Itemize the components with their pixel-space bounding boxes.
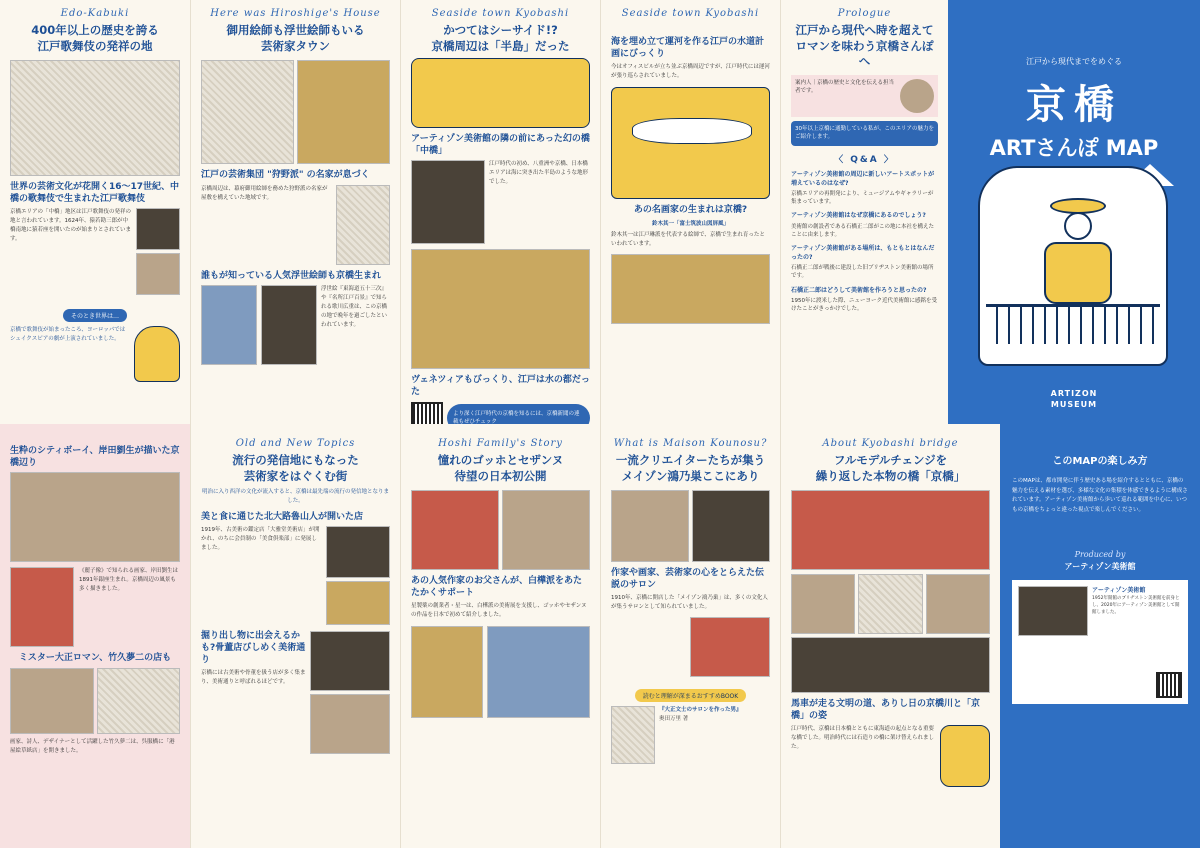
section-body: 江戸時代、京橋は日本橋とともに東海道の起点となる重要な橋でした。明治時代には石造りの橋に架け替えられました。 <box>791 726 935 750</box>
cover-panel <box>948 0 1200 424</box>
section-body-2: 浮世絵『東海道五十三次』や『名所江戸百景』で知られる歌川広重は、この京橋の地で晩年を過ごしたといわれています。 <box>321 286 388 328</box>
panel-main-title <box>201 23 390 54</box>
panel-script-title: Hoshi Family's Story <box>438 438 563 449</box>
bridge-photo-2 <box>858 574 922 634</box>
title-line-1: 御用絵師も浮世絵師もいる <box>226 23 365 37</box>
section-body: 京橋エリアの「中橋」地区は江戸歌舞伎の発祥の地と言われています。1624年、猿若勘三郎が中橋南地に猿若座を開いたのが始まりとされています。 <box>10 209 132 242</box>
title-line-2: 繰り返した本物の橋「京橋」 <box>815 468 966 483</box>
panel-seaside <box>400 0 600 424</box>
cover-illustration <box>978 166 1168 366</box>
kishida-painting <box>10 472 180 562</box>
cover-title-map: ARTさんぽ MAP <box>989 136 1159 160</box>
section-sub-2: 鈴木其一「富士筑波山図屏風」 <box>651 220 729 227</box>
section-heading: 江戸の芸術集団 "狩野派" の名家が息づく <box>201 170 370 181</box>
canal-map-illustration <box>611 87 770 199</box>
kabuki-photo-1 <box>136 208 180 250</box>
panel-main-title <box>411 453 590 484</box>
book-cover <box>611 706 655 764</box>
horse-carriage-illustration <box>940 725 990 787</box>
book-title: 『大正文士のサロンを作った男』 <box>659 707 742 713</box>
section-body: 1910年、京橋に開店した「メイゾン鴻乃巣」は、多くの文化人が集うサロンとして知られていました。 <box>611 595 768 611</box>
qa-question-2: アーティゾン美術館はなぜ京橋にあるのでしょう? <box>791 212 926 220</box>
section-heading-2: 掘り出し物に出会えるかも?骨董店びしめく美術通り <box>201 631 306 665</box>
panel-main-title <box>201 453 390 484</box>
section-body: 《麗子像》で知られる画家、岸田劉生は1891年銀座生まれ。京橋周辺の風景も多く描きました。 <box>79 568 179 592</box>
qa-heading: 〈 Q&A 〉 <box>834 155 895 166</box>
qr-code[interactable] <box>411 402 443 424</box>
book-pill: 読むと理解が深まるおすすめBOOK <box>635 689 746 702</box>
museum-logo-line-2: MUSEUM <box>1050 399 1098 409</box>
museum-logo-line-1: ARTIZON <box>1050 389 1098 399</box>
cover-title-kanji: 京橋 <box>1026 81 1122 128</box>
illustration-character-icon <box>134 326 180 382</box>
museum-info-name: アーティゾン美術館 <box>1092 586 1146 594</box>
panel-canals <box>600 0 780 424</box>
guide-profile: 案内人｜京橋の歴史と文化を伝える担当者です。 <box>795 79 895 95</box>
panel-hiroshige <box>190 0 400 424</box>
panel-main-title <box>791 23 938 70</box>
section-heading: 美と食に通じた北大路魯山人が開いた店 <box>201 511 364 522</box>
maison-building-photo <box>611 490 689 562</box>
bridge-photo-4 <box>791 637 990 693</box>
kano-drawing <box>336 185 390 265</box>
peninsula-shape <box>632 118 752 144</box>
guide-avatar <box>900 79 934 113</box>
panel-script-title: Seaside town Kyobashi <box>621 8 760 19</box>
section-heading: 生粋のシティボーイ、岸田劉生が描いた京橋辺り <box>10 446 180 468</box>
book-author: 奥田万里 著 <box>659 715 689 722</box>
title-line-2: 芸術家タウン <box>261 38 330 53</box>
hoshi-building-photo <box>502 490 590 570</box>
title-line-1: 一流クリエイターたちが集う <box>615 453 766 467</box>
section-body-2: 画家、詩人、デザイナーとして活躍した竹久夢二は、呉服橋に「港屋絵草紙店」を開きました。 <box>10 739 175 754</box>
panel-hoshi <box>400 424 600 848</box>
world-bubble-text: 京橋で歌舞伎が始まったころ、ヨーロッパではシェイクスピアの劇が上演されていました。 <box>10 327 126 343</box>
museum-info-box <box>1012 580 1188 704</box>
enjoy-heading: このMAPの楽しみ方 <box>1052 456 1148 467</box>
bridge-photo-1 <box>791 574 855 634</box>
qa-answer-2: 美術館の創設者である石橋正二郎がこの地に本社を構えたことに由来します。 <box>791 223 935 239</box>
qa-question-3: アーティゾン美術館がある場所は、もともとはなんだったの? <box>791 245 935 261</box>
yumeji-shop-photo <box>10 668 94 734</box>
title-line-1: かつてはシーサイド!? <box>443 23 558 37</box>
museum-qr-code[interactable] <box>1156 672 1182 698</box>
produced-by-script: Produced by <box>1074 549 1126 559</box>
section-heading-2: あの名画家の生まれは京橋? <box>633 204 748 215</box>
title-line-1: 江戸から現代へ時を超えて <box>795 23 934 37</box>
panel-how-to-enjoy <box>1000 424 1200 848</box>
section-body: 京橋周辺は、幕府御用絵師を務めた狩野派の名家が屋敷を構えていた地域です。 <box>201 185 328 201</box>
produced-by-name: アーティゾン美術館 <box>1064 561 1136 571</box>
kano-painting-1 <box>201 60 294 164</box>
section-body: 今はオフィスビルが立ち並ぶ京橋周辺ですが、江戸時代には運河が張り巡らされていました。 <box>611 64 770 80</box>
bridge-nishikie-print <box>791 490 990 570</box>
bridge-railing-icon <box>986 304 1160 344</box>
enjoy-body: このMAPは、都市開発に伴う歴史ある場を紹介するとともに、京橋の魅力を伝える素材を選び、多様な文化の集積を体感できるように構成されています。アーティゾン美術館から歩いて巡れる範囲を中心に、いつもの京橋をちょっと違った視点で楽しんでください。 <box>1012 478 1188 513</box>
panel-main-title <box>411 23 590 54</box>
section-heading: アーティゾン美術館の隣の前にあった幻の橋「中橋」 <box>411 134 590 156</box>
kabuki-scroll-image <box>10 60 180 176</box>
panel-script-title: What is Maison Kounosu? <box>613 438 768 449</box>
hoshi-pharma-poster <box>411 490 499 570</box>
cezanne-painting <box>487 626 590 718</box>
kano-painting-2 <box>297 60 390 164</box>
nakabashi-print <box>411 160 485 244</box>
maison-portrait-painting <box>690 617 770 677</box>
panel-script-title: Prologue <box>837 8 892 19</box>
antique-shop-photo-1 <box>310 631 390 691</box>
section-heading: 世界の芸術文化が花開く16～17世紀、中橋の歌舞伎で生まれた江戸歌舞伎 <box>10 182 180 204</box>
panel-script-title: Edo-Kabuki <box>60 8 130 19</box>
section-heading: 海を埋め立て運河を作る江戸の水道計画にびっくり <box>611 37 765 59</box>
panel-edo-kabuki <box>0 0 190 424</box>
figure-body-icon <box>1044 242 1112 304</box>
face-icon <box>1064 212 1092 240</box>
panel-script-title: Old and New Topics <box>235 438 356 449</box>
edo-map-image <box>411 249 590 369</box>
guide-intro: 30年以上京橋に通勤している私が、このエリアの魅力をご紹介します。 <box>791 121 938 147</box>
qa-answer-1: 京橋エリアの再開発により、ミュージアムやギャラリーが集まっています。 <box>791 190 934 206</box>
title-line-1: 400年以上の歴史を誇る <box>31 23 159 37</box>
yumeji-illustration <box>97 668 181 734</box>
bridge-photo-3 <box>926 574 990 634</box>
newspaper-bubble: より深く江戸時代の京橋を知るには、京橋新聞の連載もぜひチェック <box>447 404 590 424</box>
hiroshige-print-2 <box>261 285 317 365</box>
panel-prologue <box>780 0 948 424</box>
panel-old-new <box>190 424 400 848</box>
museum-building-photo <box>1018 586 1088 636</box>
section-heading-2: 誰もが知っている人気浮世絵師も京橋生まれ <box>201 270 382 281</box>
qa-answer-4: 1950年に渡米した際、ニューヨーク近代美術館に感銘を受けたことがきっかけでした。 <box>791 297 937 313</box>
panel-maison-kounosu <box>600 424 780 848</box>
museum-info-text: 1952年開館のブリヂストン美術館を前身とし、2020年にアーティゾン美術館として開館しました。 <box>1092 596 1180 616</box>
kabuki-photo-2 <box>136 253 180 295</box>
museum-logo <box>948 389 1200 410</box>
section-body-2: 京橋には古美術や骨董を扱う店が多く集まり、美術通りと呼ばれるほどです。 <box>201 670 306 686</box>
section-body: 1919年、古美術の鑑定店「大雅堂美術店」が開かれ、のちに会員制の「美食倶楽部」に発展しました。 <box>201 527 320 551</box>
antique-shop-photo-2 <box>310 694 390 754</box>
title-line-2: 芸術家をはぐくむ街 <box>243 468 348 483</box>
title-line-1: フルモデルチェンジを <box>833 453 948 467</box>
seaside-illustration <box>411 58 590 128</box>
title-line-2: メイゾン鴻乃巣ここにあり <box>621 468 760 483</box>
title-line-2: 待望の日本初公開 <box>454 468 547 483</box>
panel-script-title: Here was Hiroshige's House <box>210 8 381 19</box>
panel-lead: 明治に入り西洋の文化が流入すると、京橋は最先端の流行の発信地となりました。 <box>201 489 389 504</box>
panel-main-title <box>611 453 770 484</box>
title-line-2: ロマンを味わう京橋さんぽへ <box>795 38 934 69</box>
section-heading: 作家や画家、芸術家の心をとらえた伝説のサロン <box>611 568 765 590</box>
cover-subtitle: 江戸から現代までをめぐる <box>1026 57 1122 66</box>
title-line-2: 江戸歌舞伎の発祥の地 <box>37 38 153 53</box>
rosanjin-ware <box>326 581 390 625</box>
section-body: 星製薬の創業者・星一は、白樺派の美術展を支援し、ゴッホやセザンヌの作品を日本で初めて紹介しました。 <box>411 603 587 619</box>
hiroshige-print-1 <box>201 285 257 365</box>
section-heading-2: ミスター大正ロマン、竹久夢二の店も <box>18 653 172 664</box>
reiko-portrait <box>10 567 74 647</box>
maison-people-photo <box>692 490 770 562</box>
section-body: 江戸時代の初め、八重洲や京橋、日本橋エリアは海に突き出た半島のような地形でした。 <box>489 161 589 185</box>
panel-main-title <box>791 453 990 484</box>
section-heading-2: ヴェネツィアもびっくり、江戸は水の都だった <box>411 375 590 398</box>
title-line-1: 憧れのゴッホとセザンヌ <box>437 453 564 467</box>
sunflowers-painting <box>411 626 483 718</box>
section-heading: あの人気作家のお父さんが、白樺派をあたたかくサポート <box>411 576 583 598</box>
title-line-2: 京橋周辺は「半島」だった <box>431 38 570 53</box>
world-bubble-title: そのとき世界は… <box>63 309 127 322</box>
kiitsu-screen-painting <box>611 254 770 324</box>
rosanjin-photo <box>326 526 390 578</box>
title-line-1: 流行の発信地にもなった <box>232 453 359 467</box>
panel-script-title: Seaside town Kyobashi <box>431 8 570 19</box>
qa-question-4: 石橋正二郎はどうして美術館を作ろうと思ったの? <box>791 286 927 294</box>
section-body-2: 鈴木其一は江戸琳派を代表する絵師で、京橋で生まれ育ったといわれています。 <box>611 232 765 248</box>
qa-question-1: アーティゾン美術館の周辺に新しいアートスポットが増えているのはなぜ? <box>791 171 935 187</box>
qa-answer-3: 石橋正二郎が戦後に建設した旧ブリヂストン美術館の場所です。 <box>791 265 934 280</box>
panel-kishida <box>0 424 190 848</box>
panel-kyobashi-bridge <box>780 424 1000 848</box>
panel-script-title: About Kyobashi bridge <box>822 438 959 449</box>
section-heading: 馬車が走る文明の道、ありし日の京橋川と「京橋」の姿 <box>791 699 981 721</box>
panel-main-title <box>10 23 180 54</box>
